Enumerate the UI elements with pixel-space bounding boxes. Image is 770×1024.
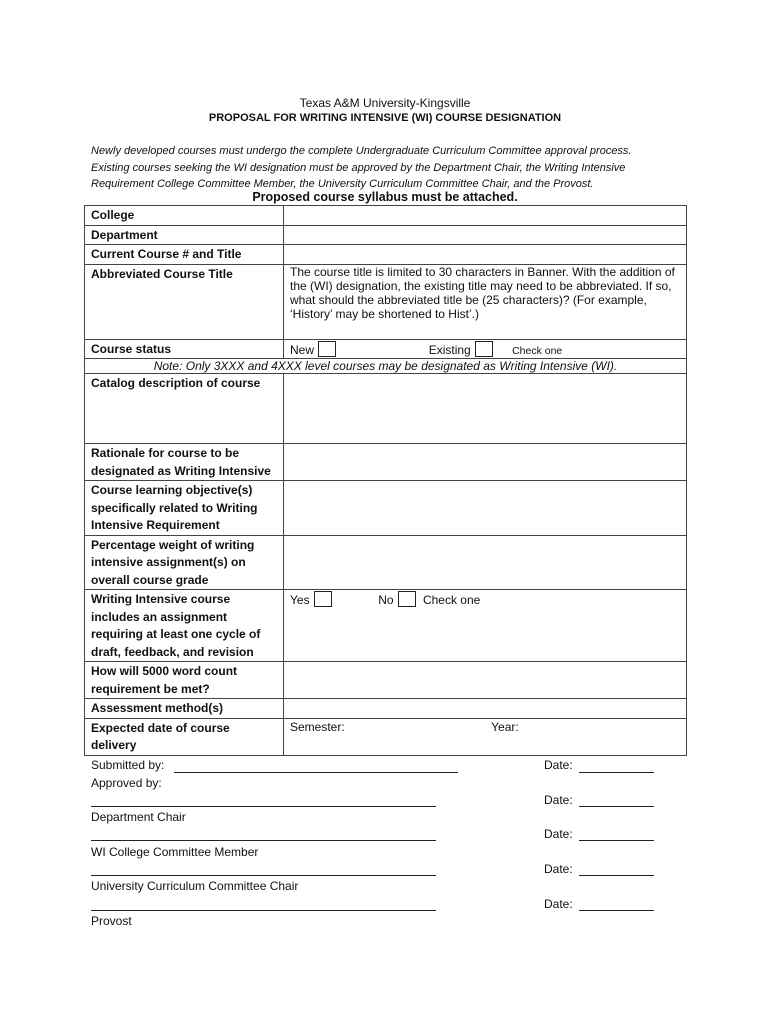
label-line: Course learning objective(s)	[91, 483, 253, 497]
label-line: Expected date of course	[91, 720, 230, 735]
college-field[interactable]	[284, 206, 687, 226]
course-status-field	[284, 339, 687, 359]
intro-line: Newly developed courses must undergo the complete Undergraduate Curriculum Committee approval process.	[91, 145, 632, 157]
wordcount-label	[85, 662, 284, 699]
assessment-field[interactable]	[284, 699, 687, 719]
proposal-table	[84, 205, 687, 756]
label-line: requiring at least one cycle of	[91, 627, 261, 641]
submitted-by-line[interactable]	[174, 772, 458, 773]
status-new-label: New	[290, 342, 315, 357]
label-line: designated as Writing Intensive	[91, 463, 271, 478]
label-line: specifically related to Writing	[91, 500, 258, 515]
table-row	[85, 245, 687, 265]
wordcount-field[interactable]	[284, 662, 687, 699]
current-course-field[interactable]	[284, 245, 687, 265]
label-line: draft, feedback, and revision	[91, 644, 254, 659]
status-check-one: Check one	[512, 344, 563, 357]
rationale-field[interactable]	[284, 444, 687, 481]
date-line[interactable]	[579, 840, 654, 841]
ucc-chair-signature-line[interactable]	[91, 875, 436, 876]
delivery-field	[284, 718, 687, 755]
table-row	[85, 374, 687, 444]
date-label: Date:	[544, 862, 573, 876]
level-note: Note: Only 3XXX and 4XXX level courses may be designated as Writing Intensive (WI).	[85, 359, 687, 374]
wi-yes-label: Yes	[290, 593, 310, 607]
rationale-label	[85, 444, 284, 481]
date-label: Date:	[544, 897, 573, 911]
delivery-label	[85, 718, 284, 755]
intro-paragraph	[91, 143, 691, 193]
table-row	[85, 535, 687, 590]
attach-notice: Proposed course syllabus must be attached.	[252, 190, 518, 204]
label-line: includes an assignment	[91, 609, 228, 624]
course-status-label: Course status	[85, 339, 284, 359]
date-line[interactable]	[579, 910, 654, 911]
wi-assignment-label	[85, 590, 284, 662]
dept-chair-label: Department Chair	[91, 810, 186, 824]
table-row	[85, 590, 687, 662]
status-new-checkbox[interactable]	[318, 341, 336, 357]
status-existing-label: Existing	[428, 342, 471, 357]
table-row	[85, 225, 687, 245]
wi-member-label: WI College Committee Member	[91, 845, 259, 859]
table-row	[85, 444, 687, 481]
wi-yes-checkbox[interactable]	[314, 591, 332, 607]
form-title: PROPOSAL FOR WRITING INTENSIVE (WI) COURSE DESIGNATION	[208, 112, 562, 124]
current-course-label: Current Course # and Title	[85, 245, 284, 265]
objectives-label	[85, 481, 284, 536]
label-line: How will 5000 word count	[91, 664, 238, 678]
abbrev-title-field[interactable]: The course title is limited to 30 characters in Banner. With the addition of the (WI) designation, the existing title may need to be abbreviated. If so, what should the abbreviated title be (25 characters)? (For example, ‘History’ may be shortened to Hist’.)	[284, 264, 687, 339]
year-label[interactable]: Year:	[491, 719, 519, 734]
label-line: Intensive Requirement	[91, 518, 220, 532]
objectives-field[interactable]	[284, 481, 687, 536]
approved-by-label: Approved by:	[91, 776, 162, 790]
intro-line: Existing courses seeking the WI designation must be approved by the Department Chair, the Writing Intensive	[91, 161, 626, 174]
wi-check-one: Check one	[422, 593, 481, 607]
label-line: intensive assignment(s) on	[91, 555, 246, 569]
ucc-chair-label: University Curriculum Committee Chair	[91, 879, 299, 893]
provost-signature-line[interactable]	[91, 910, 436, 911]
date-line[interactable]	[579, 875, 654, 876]
department-label: Department	[85, 225, 284, 245]
label-line: overall course grade	[91, 572, 209, 587]
label-line: Writing Intensive course	[91, 592, 231, 606]
submitted-by-label: Submitted by:	[91, 758, 165, 772]
department-field[interactable]	[284, 225, 687, 245]
abbrev-title-label: Abbreviated Course Title	[85, 264, 284, 339]
wi-assignment-field	[284, 590, 687, 662]
weight-field[interactable]	[284, 535, 687, 590]
catalog-field[interactable]	[284, 374, 687, 444]
wi-no-label: No	[378, 593, 394, 607]
label-line: requirement be met?	[91, 681, 210, 696]
provost-label: Provost	[91, 914, 132, 928]
date-label: Date:	[544, 793, 573, 807]
wi-no-checkbox[interactable]	[398, 591, 416, 607]
table-row	[85, 339, 687, 359]
date-line[interactable]	[579, 806, 654, 807]
label-line: delivery	[91, 738, 137, 752]
date-label: Date:	[544, 827, 573, 841]
label-line: Rationale for course to be	[91, 446, 240, 460]
university-name: Texas A&M University-Kingsville	[299, 96, 471, 110]
college-label: College	[85, 206, 284, 226]
table-row	[85, 206, 687, 226]
semester-label[interactable]: Semester:	[290, 719, 345, 734]
wi-member-signature-line[interactable]	[91, 840, 436, 841]
status-existing-checkbox[interactable]	[475, 341, 493, 357]
date-label: Date:	[544, 758, 573, 772]
table-row	[85, 699, 687, 719]
catalog-label: Catalog description of course	[85, 374, 284, 444]
label-line: Percentage weight of writing	[91, 537, 255, 552]
table-row	[85, 264, 687, 339]
table-row	[85, 718, 687, 755]
table-row	[85, 359, 687, 374]
dept-chair-signature-line[interactable]	[91, 806, 436, 807]
table-row	[85, 481, 687, 536]
assessment-label: Assessment method(s)	[85, 699, 284, 719]
weight-label	[85, 535, 284, 590]
date-line[interactable]	[579, 772, 654, 773]
table-row	[85, 662, 687, 699]
intro-line: Requirement College Committee Member, the University Curriculum Committee Chair, and the Provost.	[91, 178, 594, 190]
